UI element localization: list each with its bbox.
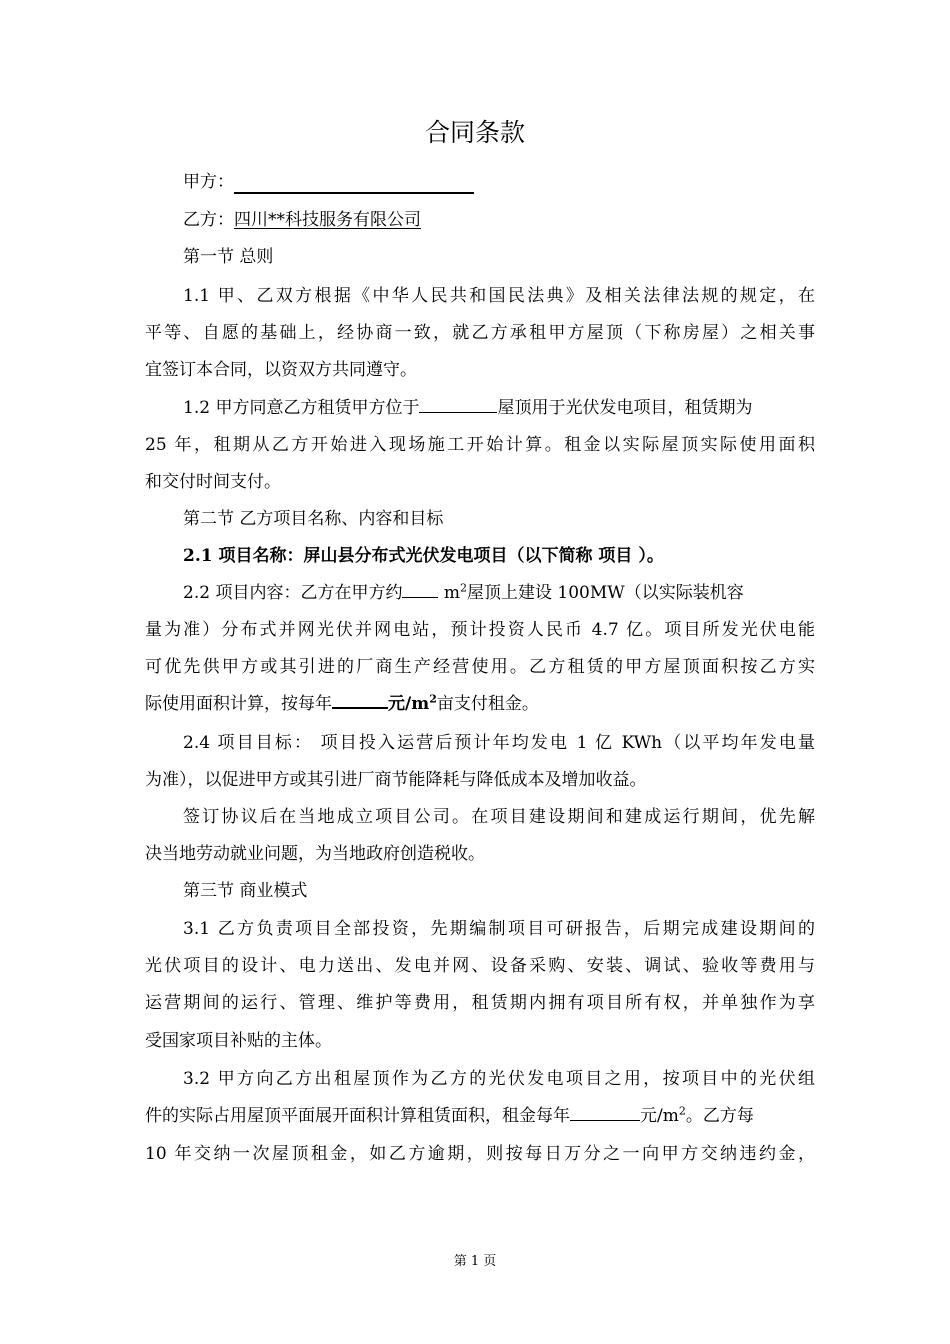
party-b-line [183, 208, 815, 232]
para-1-1-line2: 平等、自愿的基础上，经协商一致，就乙方承租甲方屋顶（下称房屋）之相关事 [145, 323, 815, 343]
para-2-2-rent-sup: 2 [429, 692, 437, 706]
para-1-2-line1 [183, 396, 815, 420]
para-2-2-rent-unit: 元/m [388, 694, 430, 714]
para-1-2-line3: 和交付时间支付。 [145, 472, 281, 492]
para-2-2-text-a: 2.2 项目内容：乙方在甲方约 [183, 583, 403, 603]
para-2-2-text-d: 际使用面积计算，按每年 [145, 694, 332, 714]
para-1-2-text-a: 1.2 甲方同意乙方租赁甲方位于 [183, 398, 420, 418]
para-3-2-line2 [145, 1104, 815, 1128]
para-2-x-line2: 决当地劳动就业问题，为当地政府创造税收。 [145, 844, 485, 864]
party-b-label: 乙方： [183, 210, 234, 230]
para-2-2-text-e: 亩支付租金。 [436, 694, 539, 714]
para-2-2-line3: 可优先供甲方或其引进的厂商生产经营使用。乙方租赁的甲方屋顶面积按乙方实 [145, 657, 815, 677]
section-2-heading: 第二节 乙方项目名称、内容和目标 [183, 509, 444, 529]
party-a-line [183, 170, 815, 194]
document-title: 合同条款 [424, 118, 525, 147]
para-2-2-sup: 2 [459, 581, 467, 595]
para-3-1-line2: 光伏项目的设计、电力送出、发电并网、设备采购、安装、调试、验收等费用与 [145, 956, 815, 976]
annual-rent-blank [570, 1119, 640, 1121]
para-3-2-unit: 元/m [640, 1106, 679, 1126]
party-a-blank [234, 176, 474, 194]
para-3-2-sup: 2 [678, 1104, 686, 1118]
para-2-4-line2: 为准），以促进甲方或其引进厂商节能降耗与降低成本及增加收益。 [145, 770, 647, 790]
para-2-2-text-c: 屋顶上建设 100MW（以实际装机容 [466, 583, 744, 603]
party-a-label: 甲方： [183, 172, 234, 192]
para-3-1-line4: 受国家项目补贴的主体。 [145, 1031, 332, 1051]
section-1-heading: 第一节 总则 [183, 247, 274, 267]
location-blank [419, 411, 497, 413]
para-3-1-line1: 3.1 乙方负责项目全部投资，先期编制项目可研报告，后期完成建设期间的 [183, 919, 815, 939]
para-3-2-text-c: 。乙方每 [685, 1106, 754, 1126]
para-3-2-text-a: 件的实际占用屋顶平面展开面积计算租赁面积，租金每年 [145, 1106, 570, 1126]
section-3-heading: 第三节 商业模式 [183, 881, 308, 901]
para-1-1-line3: 宜签订本合同，以资双方共同遵守。 [145, 360, 417, 380]
para-2-4-line1: 2.4 项目目标： 项目投入运营后预计年均发电 1 亿 KWh（以平均年发电量 [183, 733, 815, 753]
para-3-2-line1: 3.2 甲方向乙方出租屋顶作为乙方的光伏发电项目之用，按项目中的光伏组 [183, 1069, 815, 1089]
para-2-2-unit: m [438, 583, 460, 603]
area-blank [402, 596, 438, 598]
para-1-1-line1: 1.1 甲、乙双方根据《中华人民共和国民法典》及相关法律法规的规定，在 [183, 286, 815, 306]
page-number: 第 1 页 [453, 1254, 497, 1269]
party-b-name: 四川**科技服务有限公司 [234, 210, 421, 230]
para-1-2-text-b: 屋顶用于光伏发电项目，租赁期为 [497, 398, 753, 418]
rent-blank [332, 706, 388, 709]
para-2-2-line2: 量为准）分布式并网光伏并网电站，预计投资人民币 4.7 亿。项目所发光伏电能 [145, 620, 815, 640]
para-3-1-line3: 运营期间的运行、管理、维护等费用，租赁期内拥有项目所有权，并单独作为享 [145, 993, 815, 1013]
para-2-1: 2.1 项目名称：屏山县分布式光伏发电项目（以下简称 项目 ）。 [183, 546, 664, 566]
para-2-2-line1 [183, 581, 815, 605]
para-3-2-line3: 10 年交纳一次屋顶租金，如乙方逾期，则按每日万分之一向甲方交纳违约金， [145, 1144, 815, 1164]
para-2-x-line1: 签订协议后在当地成立项目公司。在项目建设期间和建成运行期间，优先解 [183, 807, 815, 827]
para-2-2-line4 [145, 692, 815, 716]
para-1-2-line2: 25 年，租期从乙方开始进入现场施工开始计算。租金以实际屋顶实际使用面积 [145, 435, 815, 455]
